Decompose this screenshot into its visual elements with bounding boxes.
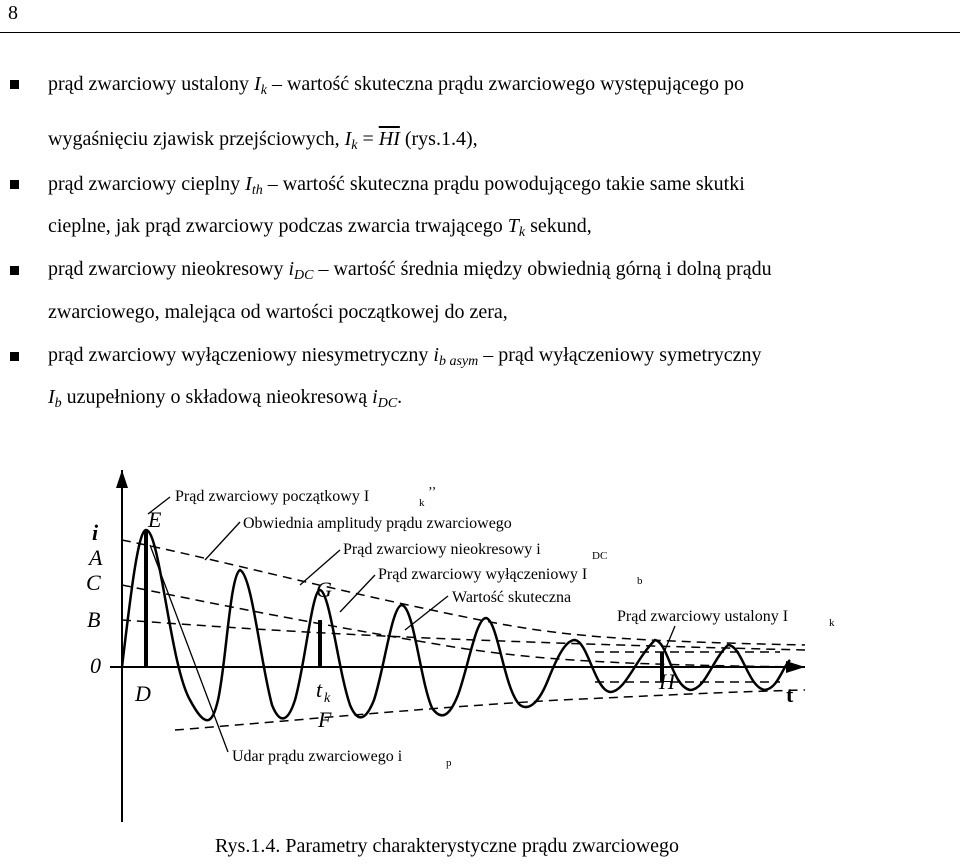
label-rms: Wartość skuteczna <box>452 589 572 606</box>
text-run: cieplne, jak prąd zwarciowy podczas zwarcia trwającego <box>48 215 508 237</box>
symbol: I <box>245 173 252 195</box>
text-run: . <box>397 386 403 408</box>
text-run: uzupełniony o składową nieokresową <box>61 386 373 408</box>
text-run: wygaśnięciu zjawisk przejściowych, <box>48 128 345 150</box>
subscript: k <box>260 83 267 98</box>
label-initial-sub: k <box>419 497 425 509</box>
label-A: A <box>89 545 103 570</box>
subscript: b <box>54 396 62 411</box>
short-circuit-waveform <box>122 530 790 720</box>
text-run: prąd zwarciowy nieokresowy <box>48 258 289 280</box>
label-dc-current: Prąd zwarciowy nieokresowy i <box>343 541 541 558</box>
subscript: k <box>518 225 526 240</box>
subscript: DC <box>377 396 398 411</box>
label-F: F <box>318 707 332 732</box>
subscript: k <box>351 138 358 153</box>
label-breaking-sub: b <box>637 575 643 587</box>
label-D: D <box>135 681 151 706</box>
label-dc-sub: DC <box>592 550 608 562</box>
subscript: th <box>251 183 263 198</box>
symbol: T <box>507 215 519 237</box>
label-E: E <box>148 507 162 532</box>
label-peak-current: Udar prądu zwarciowego i <box>232 748 403 765</box>
leader-rms <box>405 596 448 630</box>
label-C: C <box>86 570 101 595</box>
figure-caption: Rys.1.4. Parametry charakterystyczne prądu zwarciowego <box>215 835 680 857</box>
label-steady-current: Prąd zwarciowy ustalony I <box>617 608 789 625</box>
text-run: zwarciowego, malejąca od wartości początkowej do zera, <box>48 301 508 323</box>
label-peak-sub: p <box>446 757 452 769</box>
symbol: I <box>48 386 55 408</box>
label-tk-sub: k <box>324 691 331 706</box>
symbol: I <box>344 128 352 150</box>
symbol: I <box>254 73 261 95</box>
leader-breaking <box>340 575 375 612</box>
label-t: t <box>786 682 794 707</box>
text-run: prąd zwarciowy wyłączeniowy niesymetryczny <box>48 344 434 366</box>
text-run: – wartość skuteczna prądu zwarciowego występującego po <box>266 73 744 95</box>
text-run: – wartość średnia między obwiednią górną i dolną prądu <box>313 258 772 280</box>
label-initial-sup: ’’ <box>428 485 437 500</box>
symbol: i <box>372 386 378 408</box>
label-i: i <box>92 520 99 545</box>
label-H: H <box>659 669 675 694</box>
subscript: b asym <box>438 354 479 369</box>
label-steady-sub: k <box>829 617 835 629</box>
text-run: prąd zwarciowy ustalony <box>48 73 255 95</box>
label-breaking-current: Prąd zwarciowy wyłączeniowy I <box>378 566 588 583</box>
symbol: i <box>433 344 439 366</box>
label-B: B <box>87 607 101 632</box>
leader-peak <box>150 545 228 752</box>
label-zero: 0 <box>90 653 101 678</box>
label-tk: t <box>316 677 323 702</box>
symbol: i <box>288 258 295 280</box>
text-run: prąd zwarciowy cieplny <box>48 173 246 195</box>
text-run: = <box>357 128 379 150</box>
subscript: DC <box>294 268 314 283</box>
text-run: – wartość skuteczna prądu powodującego takie same skutki <box>262 173 745 195</box>
leader-envelope <box>205 522 240 560</box>
text-run: sekund, <box>525 215 592 237</box>
page-number: 8 <box>8 2 18 24</box>
symbol: $\overline{HI}$ <box>378 128 400 150</box>
label-initial-current: Prąd zwarciowy początkowy I <box>175 488 370 505</box>
text-run: – prąd wyłączeniowy symetryczny <box>478 344 762 366</box>
y-axis-arrow <box>116 470 128 488</box>
text-run: (rys.1.4), <box>399 128 478 150</box>
label-G: G <box>316 577 332 602</box>
label-envelope: Obwiednia amplitudy prądu zwarciowego <box>243 515 512 532</box>
